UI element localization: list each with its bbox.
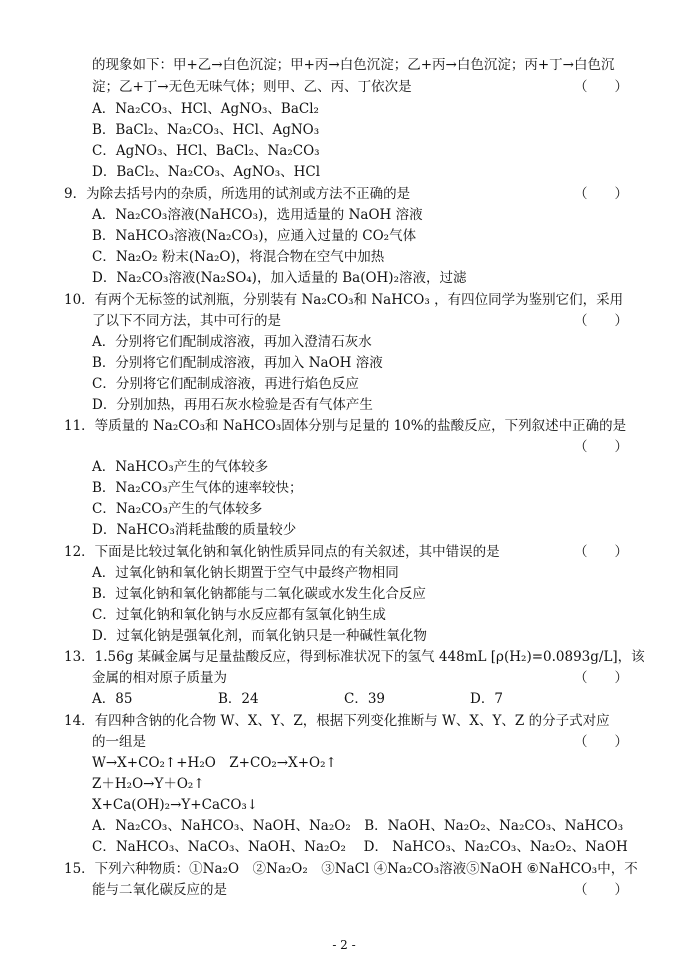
q13-choice-a: A．85 bbox=[92, 691, 133, 707]
q9-choice-b: B．NaHCO₃溶液(Na₂CO₃)，应通入过量的 CO₂气体 bbox=[92, 228, 417, 244]
page-number: - 2 - bbox=[332, 938, 356, 952]
q14-reaction-1: W→X+CO₂↑+H₂O Z+CO₂→X+O₂↑ bbox=[92, 755, 337, 771]
q13-answer-paren: （ ） bbox=[574, 670, 628, 686]
q8-choice-d: D．BaCl₂、Na₂CO₃、AgNO₃、HCl bbox=[92, 164, 321, 180]
q11-choice-c: C．Na₂CO₃产生的气体较多 bbox=[92, 501, 263, 517]
q11-stem: 11．等质量的 Na₂CO₃和 NaHCO₃固体分别与足量的 10%的盐酸反应，下列叙述中正确的是 bbox=[64, 418, 627, 434]
q8-choice-c: C．AgNO₃、HCl、BaCl₂、Na₂CO₃ bbox=[92, 143, 320, 159]
q14-stem-line-2: 的一组是 bbox=[92, 734, 146, 750]
q11-choice-d: D．NaHCO₃消耗盐酸的质量较少 bbox=[92, 522, 297, 538]
q14-answer-paren: （ ） bbox=[574, 734, 628, 750]
q9-stem: 9．为除去括号内的杂质，所选用的试剂或方法不正确的是 bbox=[64, 186, 411, 202]
q10-choice-b: B．分别将它们配制成溶液，再加入 NaOH 溶液 bbox=[92, 355, 383, 371]
q10-stem-line-2: 了以下不同方法，其中可行的是 bbox=[92, 313, 281, 329]
q15-stem-line-2: 能与二氧化碳反应的是 bbox=[92, 882, 227, 898]
q12-choice-c: C．过氧化钠和氧化钠与水反应都有氢氧化钠生成 bbox=[92, 607, 386, 623]
q10-stem-line-1: 10．有两个无标签的试剂瓶，分别装有 Na₂CO₃和 NaHCO₃ ，有四位同学为鉴别它们，采用 bbox=[64, 292, 624, 308]
q8-choice-a: A．Na₂CO₃、HCl、AgNO₃、BaCl₂ bbox=[92, 101, 319, 117]
q14-choices-row-2: C．NaHCO₃、NaCO₃、NaOH、Na₂O₂ D． NaHCO₃、Na₂CO₃、Na₂O₂、NaOH bbox=[92, 839, 628, 855]
q13-choice-c: C．39 bbox=[344, 691, 386, 707]
q8-stem-line-1: 的现象如下：甲+乙→白色沉淀；甲+丙→白色沉淀；乙+丙→白色沉淀；丙+丁→白色沉 bbox=[92, 57, 615, 73]
q9-choice-a: A．Na₂CO₃溶液(NaHCO₃)，选用适量的 NaOH 溶液 bbox=[92, 207, 423, 223]
q10-choice-a: A．分别将它们配制成溶液，再加入澄清石灰水 bbox=[92, 334, 372, 350]
q9-answer-paren: （ ） bbox=[574, 186, 628, 202]
q8-choice-b: B．BaCl₂、Na₂CO₃、HCl、AgNO₃ bbox=[92, 122, 320, 138]
q12-choice-b: B．过氧化钠和氧化钠都能与二氧化碳或水发生化合反应 bbox=[92, 586, 426, 602]
q10-answer-paren: （ ） bbox=[574, 313, 628, 329]
q12-choice-a: A．过氧化钠和氧化钠长期置于空气中最终产物相同 bbox=[92, 565, 399, 581]
q12-stem: 12．下面是比较过氧化钠和氧化钠性质异同点的有关叙述，其中错误的是 bbox=[64, 544, 500, 560]
q13-choice-d: D．7 bbox=[470, 691, 503, 707]
q13-stem-line-2: 金属的相对原子质量为 bbox=[92, 670, 227, 686]
q11-choice-a: A．NaHCO₃产生的气体较多 bbox=[92, 459, 269, 475]
q15-stem-line-1: 15．下列六种物质：①Na₂O ②Na₂O₂ ③NaCl ④Na₂CO₃溶液⑤NaOH ⑥NaHCO₃中，不 bbox=[64, 861, 638, 877]
q14-reaction-2: Z＋H₂O→Y＋O₂↑ bbox=[92, 776, 205, 792]
q10-choice-c: C．分别将它们配制成溶液，再进行焰色反应 bbox=[92, 376, 359, 392]
q11-answer-paren: （ ） bbox=[574, 439, 628, 455]
q14-reaction-3: X+Ca(OH)₂→Y+CaCO₃↓ bbox=[92, 797, 259, 813]
q10-choice-d: D．分别加热，再用石灰水检验是否有气体产生 bbox=[92, 397, 373, 413]
q8-stem-line-2: 淀；乙+丁→无色无味气体；则甲、乙、丙、丁依次是 bbox=[92, 79, 412, 95]
q9-choice-d: D．Na₂CO₃溶液(Na₂SO₄)，加入适量的 Ba(OH)₂溶液，过滤 bbox=[92, 270, 467, 286]
q9-choice-c: C．Na₂O₂ 粉末(Na₂O)，将混合物在空气中加热 bbox=[92, 249, 385, 265]
q14-choices-row-1: A．Na₂CO₃、NaHCO₃、NaOH、Na₂O₂ B．NaOH、Na₂O₂、Na₂CO₃、NaHCO₃ bbox=[92, 818, 624, 834]
q12-answer-paren: （ ） bbox=[574, 544, 628, 560]
q8-answer-paren: （ ） bbox=[574, 79, 628, 95]
q13-choice-b: B．24 bbox=[218, 691, 259, 707]
q14-stem-line-1: 14．有四种含钠的化合物 W、X、Y、Z，根据下列变化推断与 W、X、Y、Z 的分子式对应 bbox=[64, 713, 610, 729]
q13-stem-line-1: 13．1.56g 某碱金属与足量盐酸反应，得到标准状况下的氢气 448mL [ρ(H₂)=0.0893g/L]，该 bbox=[64, 649, 645, 665]
q11-choice-b: B．Na₂CO₃产生气体的速率较快； bbox=[92, 480, 303, 496]
q15-answer-paren: （ ） bbox=[574, 882, 628, 898]
q12-choice-d: D．过氧化钠是强氧化剂，而氧化钠只是一种碱性氧化物 bbox=[92, 628, 427, 644]
